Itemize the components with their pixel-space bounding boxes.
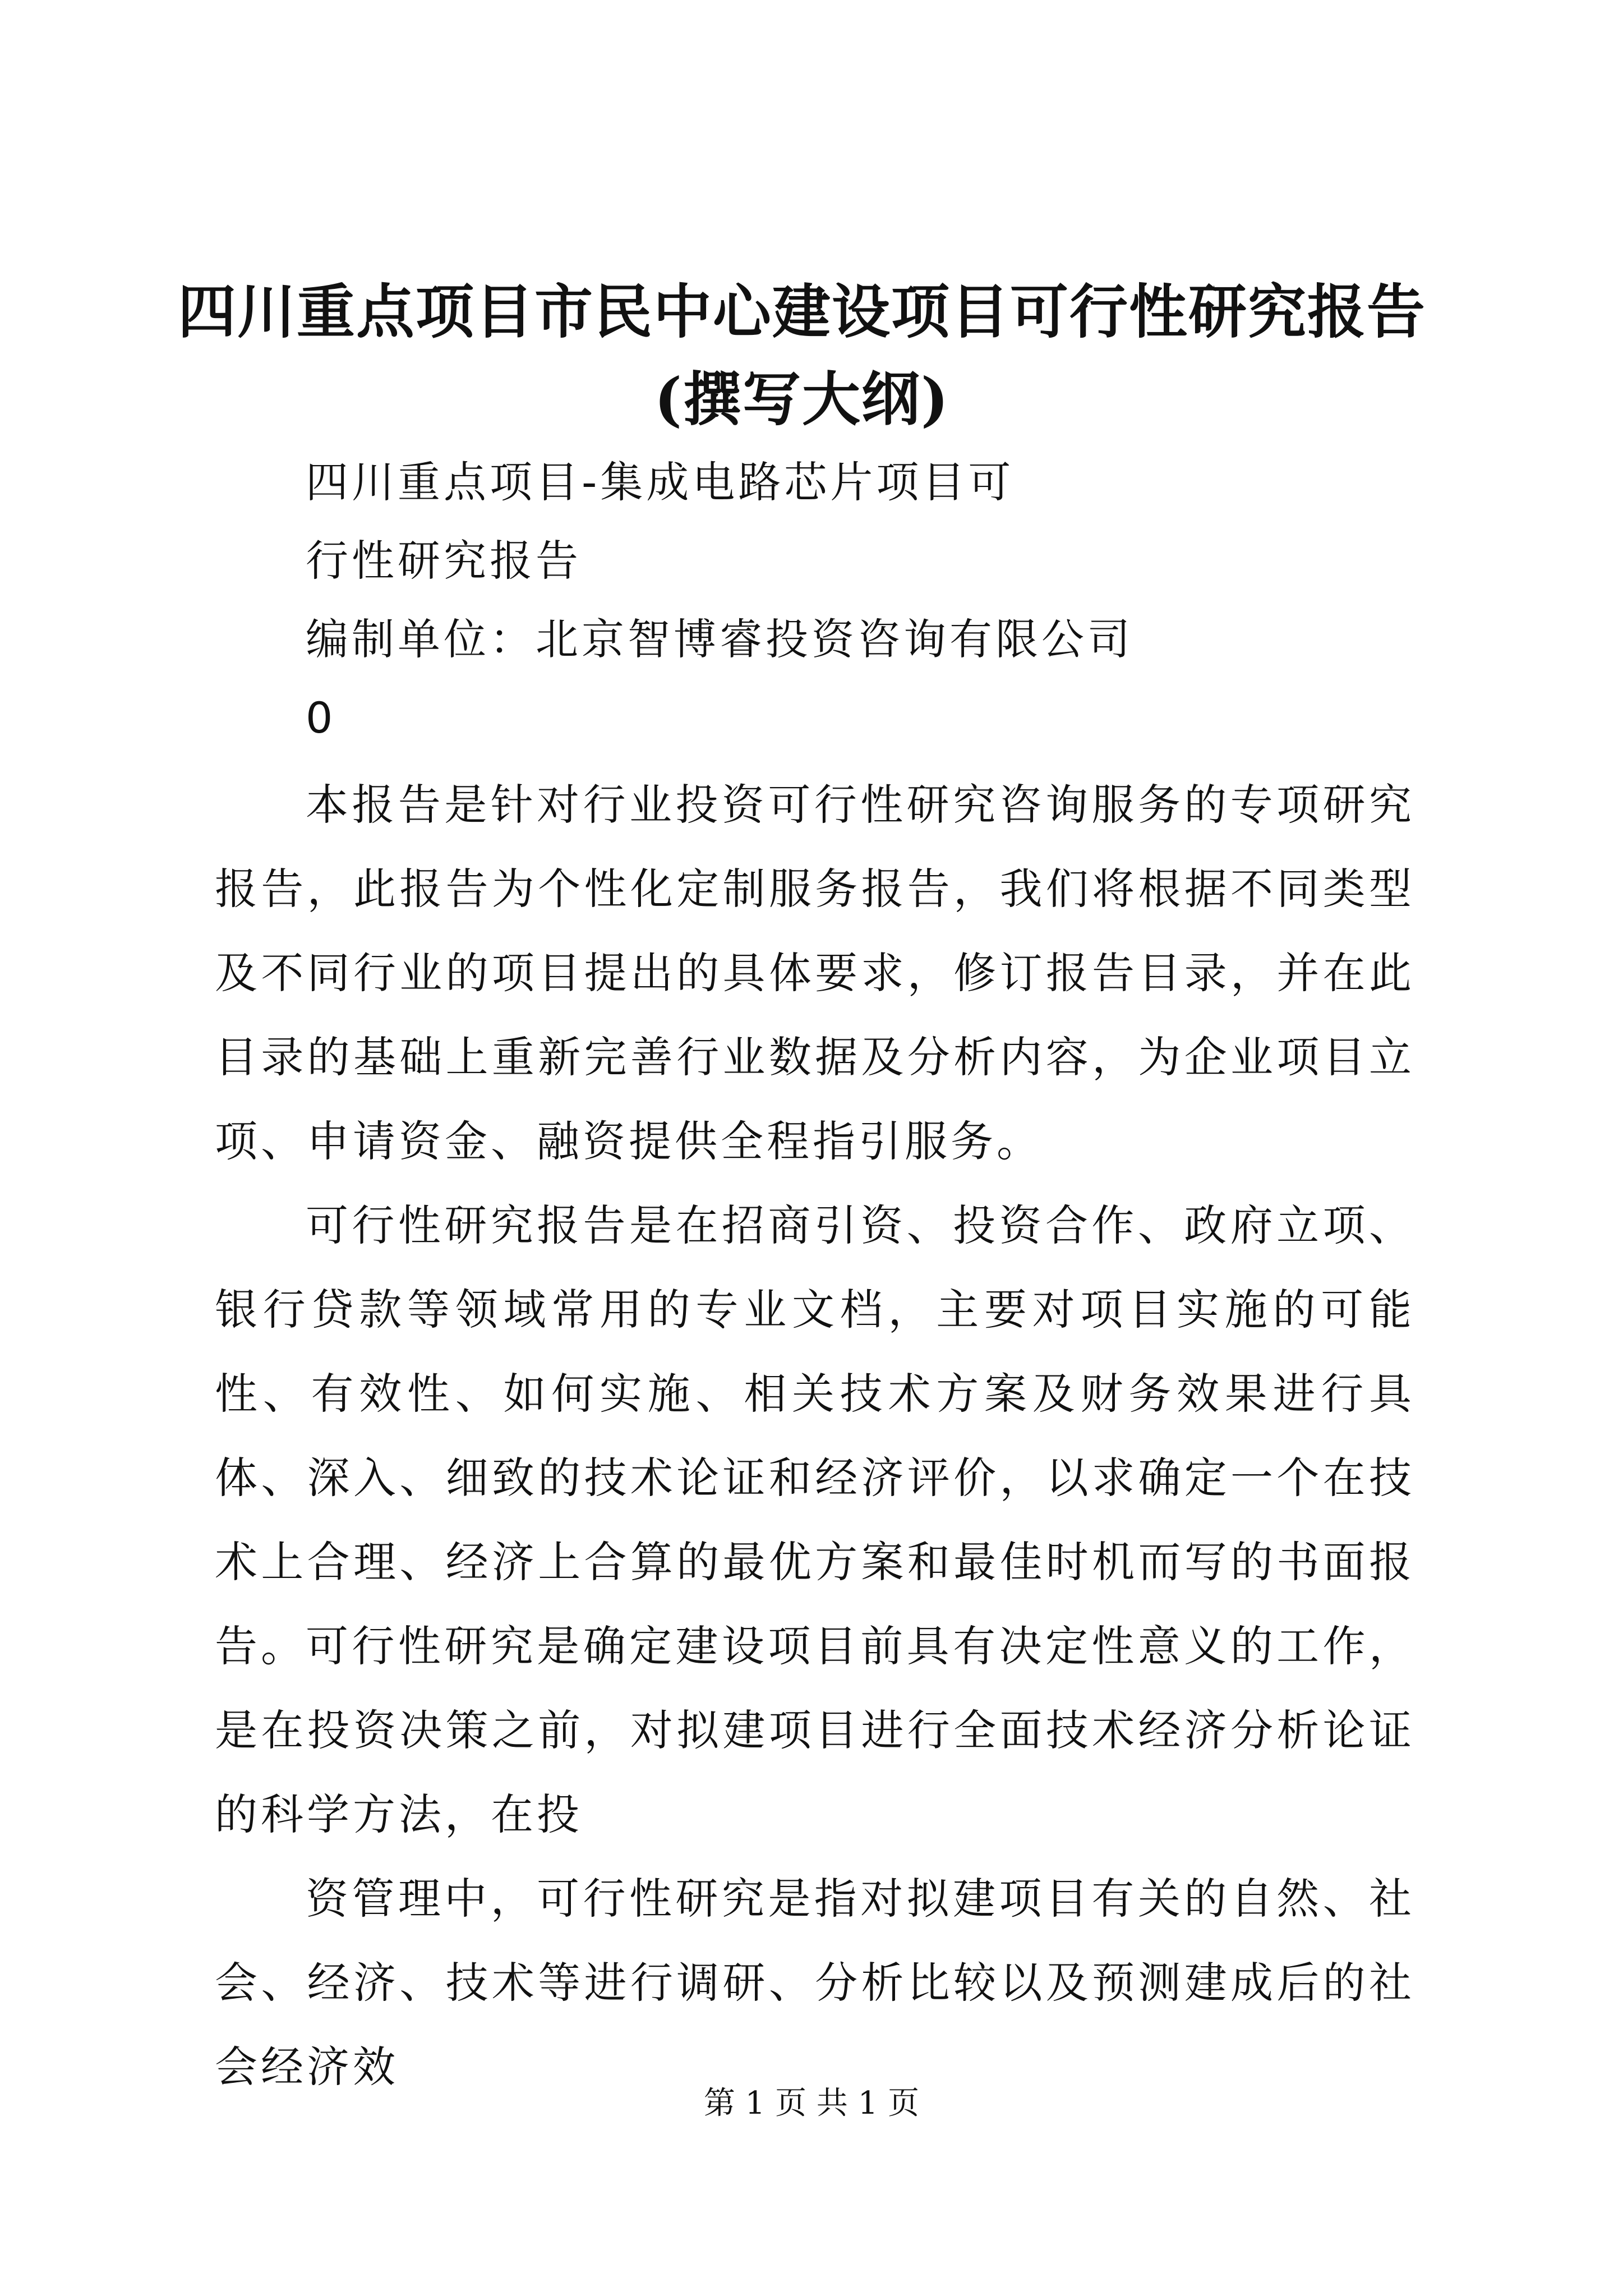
- number-line: 0: [306, 693, 336, 743]
- page-footer: 第 1 页 共 1 页: [703, 2085, 920, 2122]
- subtitle-line-2: 行性研究报告: [306, 536, 582, 586]
- paragraph-4: 资管理中，可行性研究是指对拟建项目有关的自然、社会、经济、技术等进行调研、分析比较以及预测建成后的社会经济效: [215, 1874, 1415, 2092]
- document-title: 四川重点项目市民中心建设项目可行性研究报告(撰写大纲): [177, 277, 1426, 434]
- compiler-line: 编制单位：北京智博睿投资咨询有限公司: [306, 614, 1133, 664]
- subtitle-line-1: 四川重点项目-集成电路芯片项目可: [306, 457, 1015, 507]
- paragraph-1: 本报告是针对行业投资可行性研究咨询服务的专项研究报告，此报告为个性化定制服务报告，我们将根据不同类型及不同行业的项目提出的具体要求，修订报告目录，并在此目录的基础上重新完善行业数据及分析内容，为企业项目立项、申请资金、融资提供全程指引服务。: [215, 780, 1415, 1166]
- paragraph-3: 可行性研究是确定建设项目前具有决定性意义的工作，是在投资决策之前，对拟建项目进行全面技术经济分析论证的科学方法，在投: [215, 1621, 1415, 1839]
- paragraph-2: 可行性研究报告是在招商引资、投资合作、政府立项、银行贷款等领域常用的专业文档，主要对项目实施的可能性、有效性、如何实施、相关技术方案及财务效果进行具体、深入、细致的技术论证和经济评价，以求确定一个在技术上合理、经济上合算的最优方案和最佳时机而写的书面报告。: [215, 1200, 1415, 1671]
